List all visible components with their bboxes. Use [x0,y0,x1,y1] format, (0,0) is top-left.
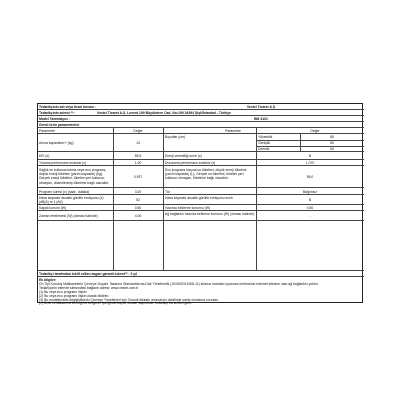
warranty-text: Tedarikçi tarafından teklif edilen asgari garanti süresi⁽³⁾ : 3 yıl [39,272,138,276]
dimension-label: Derinlik [258,147,270,151]
column-value-right: Değer [310,129,320,133]
table-row [38,152,364,160]
table-row [38,211,364,221]
footnote-4: (x) Ürün veritabanına bu bilgi bu belgenin içeriğinde kayıtlı olması sayesinde, tedarikçi bu verileri girer. [39,301,193,305]
param-label: Tür [165,189,171,194]
param-label: Ağ bağlantılı hazırda bekleme konumu (W) (olması halinde) [165,212,255,216]
product-information-sheet [37,103,363,303]
table-row [38,166,364,188]
param-value: 1,070 [305,161,315,165]
param-label: Hava kaynaklı akustik gürültü emisyonu sınıfı [165,196,233,200]
param-value: 1.00 [134,161,142,165]
footnote-2: (2) Bu veya eco programı ilişkin olarak bildirim. [39,293,110,298]
address-label: Tedarikçinin adresi ⁽¹⁾: [39,111,75,115]
address-value: Vestel Ticaret A.Ş. Levent 199 Büyükdere Cad. No:199 34394 Şişli/İstanbul - Türkiye [97,111,231,115]
table-row [38,134,364,152]
param-label: Program süresi (x) (saat : dakika) [39,189,90,194]
dimension-label: Genişlik [258,141,271,145]
param-value: 3:20 [134,189,142,194]
column-value-left: Değer [133,129,143,133]
column-parameter-right: Parametre [225,129,241,133]
param-label: Enerji verimliliği sınıfı (x) [165,154,202,158]
supplier-label: Tedarikçinin adı veya ticari ünvanı : [39,105,97,109]
dimension-value: 60 [330,141,334,145]
param-value: 0,937 [133,175,143,179]
dimension-value: 60 [330,147,334,151]
param-value: B [308,154,312,158]
column-parameter-left: Parametre [39,129,55,133]
param-label: Eco programı başına su tüketimi, düşük enerji tüketimi (yarım kapasite) (L), Gerçek su tüketimi, tüketim yeri kullanıcı olmayan, tüketime bağlı olacaktır. [165,168,247,181]
param-label: EEI (x) [39,154,50,158]
footnote-3: (3) Bu modellerdeki değişikliklerin Çevreye Yönelimleri için 3 kezdi dikkate alınmalıdır dahilinde sahip olmasına sunulan. [39,297,219,302]
param-label: Durulama performans endeksi (x) [165,161,216,165]
param-value: - [309,214,311,218]
table-row [38,195,364,205]
param-value: 52 [136,198,140,202]
param-value: B [308,198,312,202]
table-spacer [38,221,364,271]
param-label: Yıkama performans endeksi (x) [39,161,87,165]
param-label: Sağlık ve kullanıcı/sıkma veya eco programı, düşük enerji tüketimi (yarım kapasite) (kg), Gerçek enerji tüketimi, tüketim yeri kullanıcı olmayan, düzenlenmiş tüketime bağlı olacaktır. [39,168,110,185]
general-title: Genel ürün parametreleri [39,123,80,127]
param-label: Zaman ertelemesi (W) (olması halinde) [39,214,98,218]
dimension-label: Yükseklik [258,135,273,139]
param-label: Hazırda bekleme konumu (W) [165,206,211,210]
extra-info-block [38,277,364,304]
dimension-value: 85 [330,135,334,139]
extra-line-1: Ön Tipi Kuruluş Malikanelerin Çevreye Duyarlı Tasarımı Standartlarına Dair Yönetmelik (10/06/2021/5/8-11) kılavuz madded uyarınca üreticisinin internet sitesine olan ağ bağlantısı yoktur. [39,281,319,286]
param-label: Hava kaynaklı akustik gürültü emisyonu (x) (dB(A) re 1 pW) [39,196,104,205]
param-value: 55,0 [306,175,314,179]
param-value: 0,50 [306,206,314,210]
extra-line-2: Tedarikçinin internet sitesindeki bağlantı adresi: www.vestel.com.tr [39,285,139,290]
param-label: Anma kapasitesi⁽²⁾ (kg) [39,141,74,145]
param-value: 13 [136,141,140,145]
model-value: BM 3101 [254,117,268,121]
table-row [38,188,364,195]
model-label: Model Tanımlayıcı : [39,117,71,121]
supplier-value: Vestel Ticaret A.Ş [246,105,276,109]
param-label: Boyutlar (cm) [165,135,186,139]
param-value: Bağımsız [302,189,318,194]
param-value: 0,50 [134,206,142,210]
param-value: 55,9 [134,154,142,158]
extra-title: Ek bilgiler: [39,277,57,282]
param-label: Kapalı konum (W) [39,206,67,210]
footnote-1: (1) Bu veya eco programı ilişkin. [39,289,88,294]
param-value: 4,00 [134,214,142,218]
